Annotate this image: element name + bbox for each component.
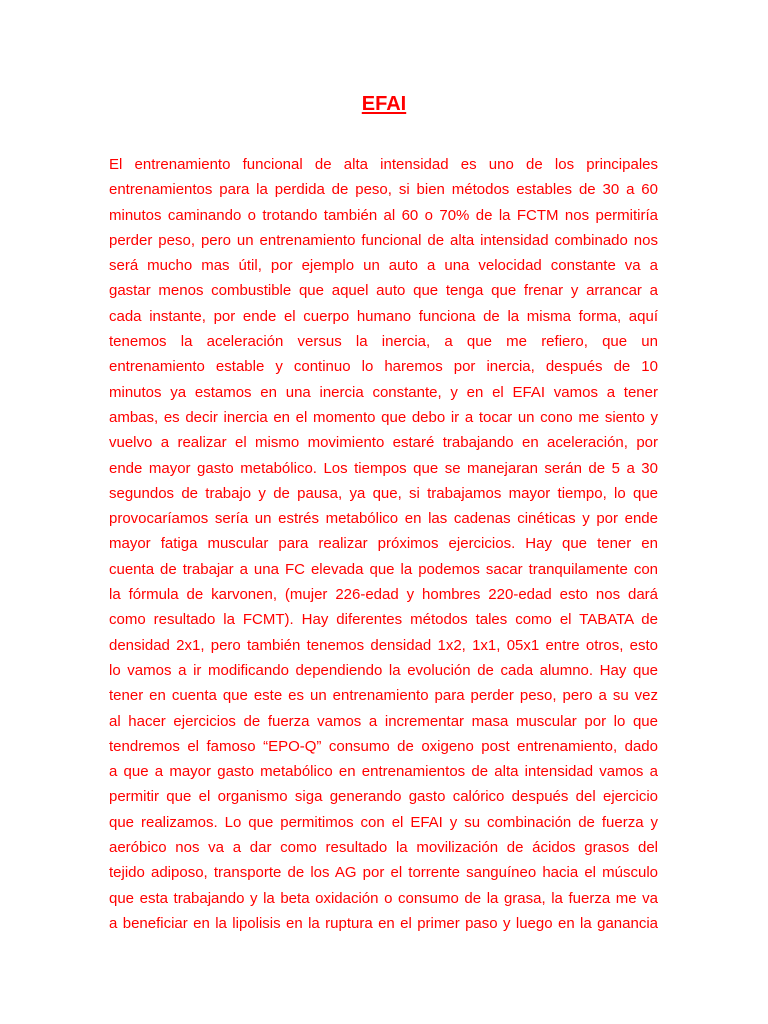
text-line: cada instante, por ende el cuerpo humano funciona de la misma forma, aquí (109, 307, 658, 325)
text-line: perder peso, pero un entrenamiento funcional de alta intensidad combinado nos (109, 231, 658, 249)
text-line: entrenamiento estable y continuo lo haremos por inercia, después de 10 (109, 358, 658, 376)
text-line: al hacer ejercicios de fuerza vamos a incrementar masa muscular por lo que (109, 712, 658, 730)
text-line: ambas, es decir inercia en el momento que debo ir a tocar un cono me siento y (109, 408, 658, 426)
text-line: El entrenamiento funcional de alta intensidad es uno de los principales (109, 156, 658, 173)
text-line: provocaríamos sería un estrés metabólico en las cadenas cinéticas y por ende (109, 510, 658, 528)
text-line: permitir que el organismo siga generando gasto calórico después del ejercicio (109, 788, 658, 806)
body-paragraph (109, 152, 658, 936)
text-line: densidad 2x1, pero también tenemos densidad 1x2, 1x1, 05x1 entre otros, esto (109, 636, 658, 654)
text-line: mayor fatiga muscular para realizar próximos ejercicios. Hay que tener en (109, 535, 658, 553)
text-line: entrenamientos para la perdida de peso, si bien métodos estables de 30 a 60 (109, 181, 658, 199)
text-line: gastar menos combustible que aquel auto que tenga que frenar y arrancar a (109, 282, 658, 300)
text-line: cuenta de trabajar a una FC elevada que la podemos sacar tranquilamente con (109, 560, 658, 578)
text-line: lo vamos a ir modificando dependiendo la evolución de cada alumno. Hay que (109, 661, 658, 679)
text-line: tener en cuenta que este es un entrenamiento para perder peso, pero a su vez (109, 687, 658, 705)
text-line: tenemos la aceleración versus la inercia, a que me refiero, que un (109, 333, 658, 351)
text-line: minutos caminando o trotando también al 60 o 70% de la FCTM nos permitiría (109, 206, 658, 224)
text-line: tendremos el famoso “EPO-Q” consumo de oxigeno post entrenamiento, dado (109, 737, 658, 755)
text-line: minutos ya estamos en una inercia constante, y en el EFAI vamos a tener (109, 383, 658, 401)
text-line: que realizamos. Lo que permitimos con el EFAI y su combinación de fuerza y (109, 813, 658, 831)
text-line: vuelvo a realizar el mismo movimiento estaré trabajando en aceleración, por (109, 434, 658, 452)
text-line: a que a mayor gasto metabólico en entrenamientos de alta intensidad vamos a (109, 763, 658, 781)
text-line: aeróbico nos va a dar como resultado la movilización de ácidos grasos del (109, 839, 658, 857)
text-line: la fórmula de karvonen, (mujer 226-edad y hombres 220-edad esto nos dará (109, 586, 658, 604)
text-line: tejido adiposo, transporte de los AG por el torrente sanguíneo hacia el músculo (109, 864, 658, 882)
text-line: a beneficiar en la lipolisis en la ruptura en el primer paso y luego en la ganancia (109, 914, 658, 932)
document-title: EFAI (361, 93, 407, 115)
text-line: ende mayor gasto metabólico. Los tiempos que se manejaran serán de 5 a 30 (109, 459, 658, 477)
text-line: segundos de trabajo y de pausa, ya que, si trabajamos mayor tiempo, lo que (109, 484, 658, 502)
text-line: como resultado la FCMT). Hay diferentes métodos tales como el TABATA de (109, 611, 658, 629)
text-line: será mucho mas útil, por ejemplo un auto a una velocidad constante va a (109, 257, 658, 275)
text-line: que esta trabajando y la beta oxidación o consumo de la grasa, la fuerza me va (109, 889, 658, 907)
